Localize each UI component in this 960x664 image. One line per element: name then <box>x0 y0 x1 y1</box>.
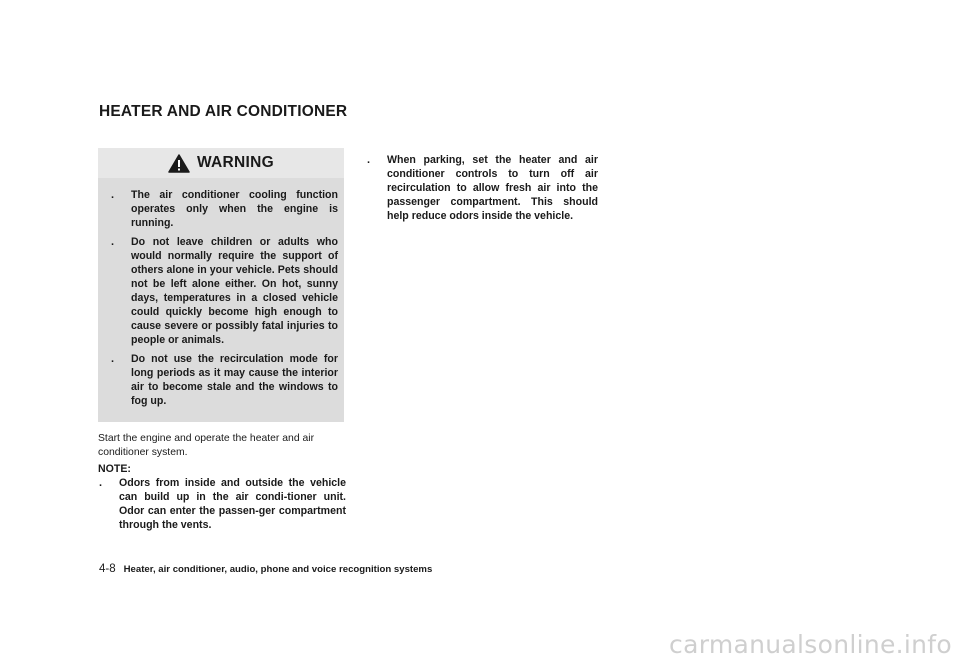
bullet-marker: . <box>111 236 115 248</box>
intro-paragraph: Start the engine and operate the heater and air conditioner system. <box>98 433 315 458</box>
section-title: HEATER AND AIR CONDITIONER <box>99 103 348 120</box>
right-column-item-text: When parking, set the heater and air conditioner controls to turn off air recirculation to allow fresh air into the passenger compartment. This should help reduce odors inside the vehicle. <box>387 154 598 222</box>
warning-item <box>110 188 338 230</box>
watermark: carmanualsonline.info <box>669 630 952 659</box>
warning-item-text: Do not leave children or adults who would normally require the support of others alone in your vehicle. Pets should not be left alone either. On hot, sunny days, temperatures in a closed vehicle could quickly become high enough to cause severe or possibly fatal injuries to people or animals. <box>131 236 338 346</box>
bullet-marker: . <box>99 477 103 489</box>
note-item-text: Odors from inside and outside the vehicle can build up in the air condi-tioner unit. Odor can enter the passen-ger compartment through the vents. <box>119 477 346 531</box>
right-column-list <box>366 153 598 228</box>
warning-box <box>98 148 344 422</box>
warning-item-text: Do not use the recirculation mode for long periods as it may cause the interior air to become stale and the windows to fog up. <box>131 353 338 407</box>
warning-title: WARNING <box>196 154 274 171</box>
warning-triangle-icon <box>168 154 190 173</box>
note-list <box>98 476 346 537</box>
bullet-marker: . <box>111 189 115 201</box>
warning-item-text: The air conditioner cooling function operates only when the engine is running. <box>131 189 338 229</box>
note-label: NOTE: <box>98 463 131 475</box>
bullet-marker: . <box>111 353 115 365</box>
warning-header <box>98 148 344 178</box>
page-number: 4-8 <box>99 563 116 575</box>
footer-title: Heater, air conditioner, audio, phone and voice recognition systems <box>123 564 433 575</box>
note-item <box>98 476 346 532</box>
bullet-marker: . <box>367 154 371 166</box>
right-column-item <box>366 153 598 223</box>
warning-list <box>110 188 338 413</box>
page-footer <box>99 563 432 575</box>
warning-item <box>110 352 338 408</box>
warning-item <box>110 235 338 347</box>
